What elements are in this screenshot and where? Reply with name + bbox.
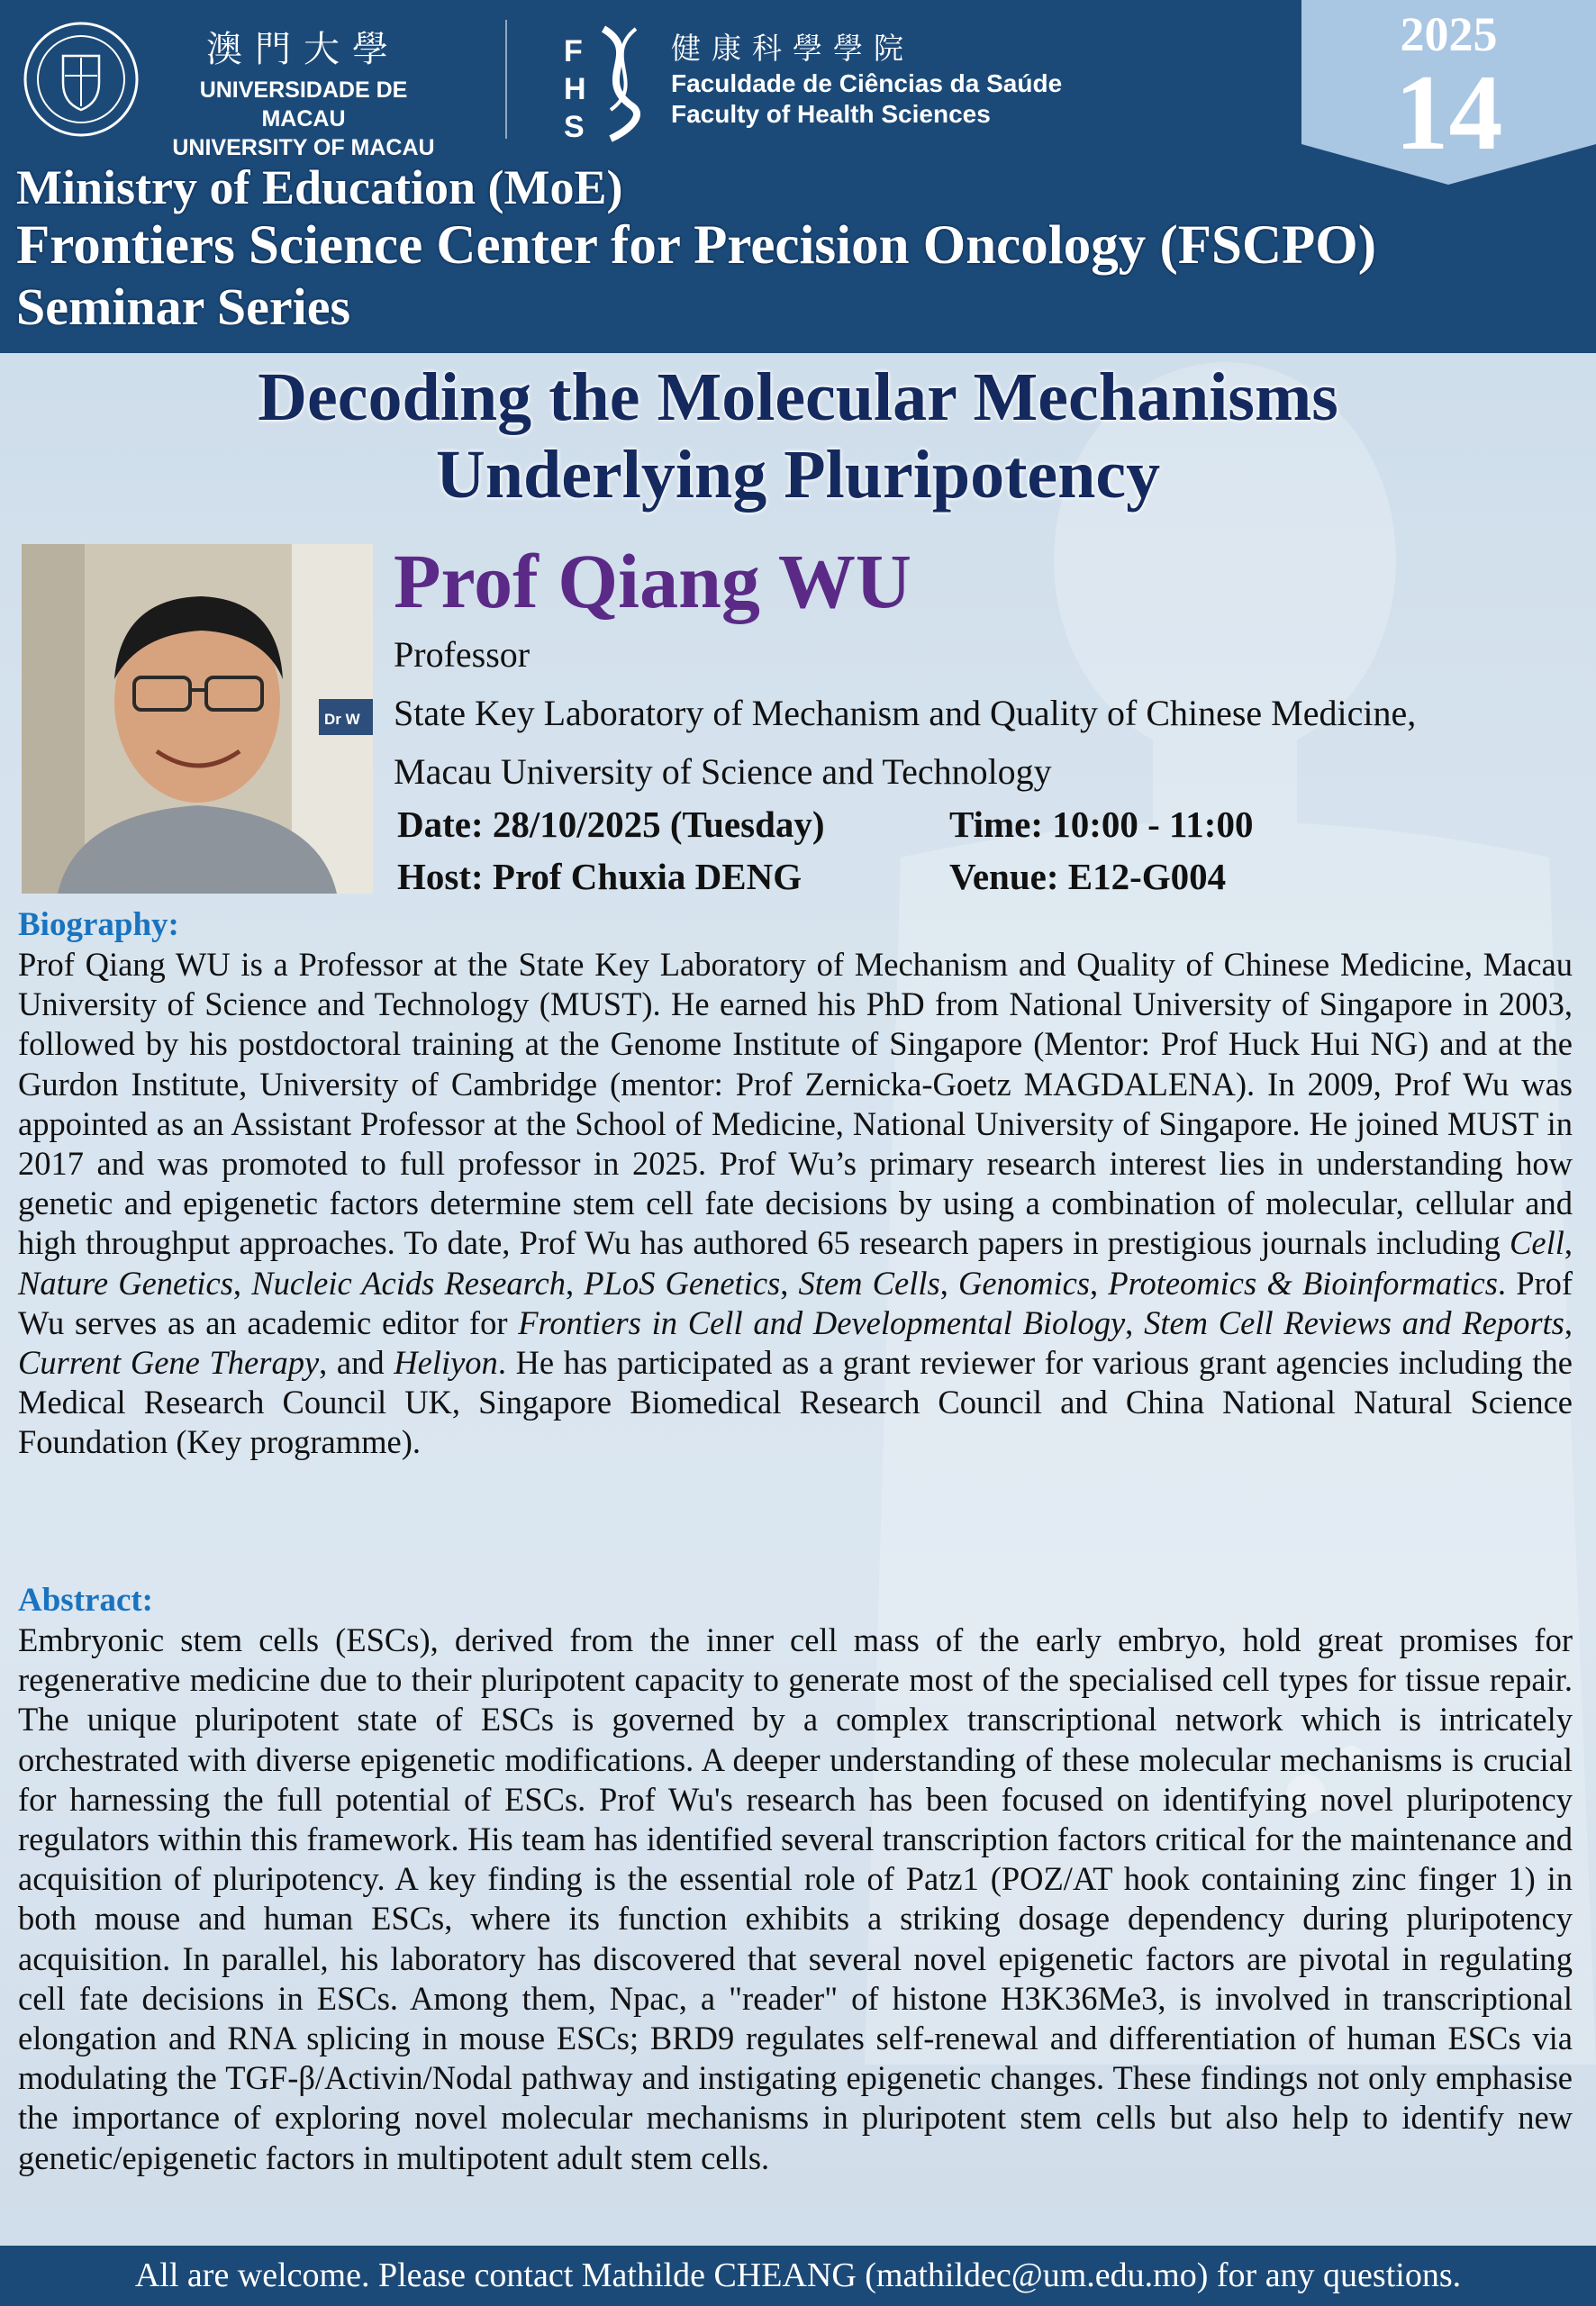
fhs-dna-logo-icon (560, 25, 650, 142)
svg-text:F: F (564, 34, 583, 68)
journal-cell: Cell (1510, 1224, 1564, 1262)
journal-genomics: Genomics (958, 1264, 1090, 1302)
speaker-affiliation-line-1: State Key Laboratory of Mechanism and Quality of Chinese Medicine, (394, 693, 1417, 733)
speaker-position: Professor (394, 634, 530, 675)
footer-contact-text: All are welcome. Please contact Mathilde CHEANG (mathildec@um.edu.mo) for any questions. (134, 2256, 1462, 2294)
journal-stem-cells: Stem Cells (798, 1264, 940, 1302)
abstract-text: Embryonic stem cells (ESCs), derived from the inner cell mass of the early embryo, hold great promises for regenerative medicine due to their pluripotent capacity to generate most of the specialised cell types for tissue repair. The unique pluripotent state of ESCs is governed by a complex transcriptional network which is intricately orchestrated with diverse epigenetic modifications. A deeper understanding of these molecular mechanisms is crucial for harnessing the full potential of ESCs. Prof Wu's research has been focused on identifying novel pluripotency regulators within this framework. His team has identified several transcription factors critical for the maintenance and acquisition of pluripotency. A key finding is the essential role of Patz1 (POZ/AT hook containing zinc finger 1) in both mouse and human ESCs, where its function exhibits a striking dosage dependency during pluripotency acquisition. In parallel, his laboratory has discovered that several novel epigenetic factors are pivotal in regulating cell fate decisions in ESCs. Among them, Npac, a "reader" of histone H3K36Me3, is involved in transcriptional elongation and RNA splicing in mouse ESCs; BRD9 regulates self-renewal and differentiation of human ESCs via modulating the TGF-β/Activin/Nodal pathway and instigating epigenetic changes. These findings not only emphasise the importance of exploring novel molecular mechanisms in pluripotent stem cells but also help to identify new genetic/epigenetic factors in multipotent adult stem cells. (18, 1621, 1573, 2176)
series-line-2: Frontiers Science Center for Precision Oncology (FSCPO) (16, 215, 1377, 276)
svg-text:H: H (564, 72, 586, 106)
faculty-name-en: Faculty of Health Sciences (671, 100, 991, 128)
series-line-1: Ministry of Education (MoE) (16, 160, 623, 214)
university-name (155, 27, 452, 162)
abstract-heading: Abstract: (18, 1582, 154, 1619)
university-name-en: UNIVERSITY OF MACAU (172, 135, 435, 160)
speaker-info (394, 537, 1582, 801)
journal-plos-genetics: PLoS Genetics (584, 1264, 781, 1302)
series-line-3: Seminar Series (16, 277, 351, 336)
university-name-pt: UNIVERSIDADE DE MACAU (199, 77, 408, 132)
faculty-name (671, 29, 1062, 130)
seminar-date: Date: 28/10/2025 (Tuesday) (397, 803, 825, 845)
talk-title-line-2: Underlying Pluripotency (435, 437, 1161, 513)
journal-frontiers-cell-dev-biology: Frontiers in Cell and Developmental Biology (518, 1303, 1126, 1341)
journal-stem-cell-reviews: Stem Cell Reviews and Reports (1144, 1303, 1564, 1341)
talk-title (0, 359, 1596, 513)
journal-nucleic-acids-research: Nucleic Acids Research (251, 1264, 566, 1302)
speaker-photo (22, 544, 373, 894)
seminar-time: Time: 10:00 - 11:00 (949, 803, 1254, 845)
journal-proteomics-bioinformatics: Proteomics & Bioinformatics (1108, 1264, 1498, 1302)
biography-text-part-1: Prof Qiang WU is a Professor at the State Key Laboratory of Mechanism and Quality of Chinese Medicine, Macau University of Science and Technology (MUST). He earned his PhD from National University of Singapore in 2003, followed by his postdoctoral training at the Genome Institute of Singapore (Mentor: Prof Huck Hui NG) and at the Gurdon Institute, University of Cambridge (mentor: Prof Zernicka-Goetz MAGDALENA). In 2009, Prof Wu was appointed as an Assistant Professor at the School of Medicine, National University of Singapore. He joined MUST in 2017 and was promoted to full professor in 2025. Prof Wu’s primary research interest lies in understanding how genetic and epigenetic factors determine stem cell fate decisions by using a combination of molecular, cellular and high throughput approaches. To date, Prof Wu has authored 65 research papers in prestigious journals including (18, 946, 1573, 1262)
header-divider (505, 20, 507, 139)
university-seal-icon (22, 20, 141, 139)
seminar-host: Host: Prof Chuxia DENG (397, 856, 803, 897)
photo-sign-text: Dr W (324, 711, 360, 728)
biography-heading: Biography: (18, 906, 179, 943)
journal-heliyon: Heliyon (394, 1344, 498, 1382)
speaker-affiliation-line-2: Macau University of Science and Technology (394, 751, 1052, 792)
journal-nature-genetics: Nature Genetics (18, 1264, 233, 1302)
biography-text-part-2: . Prof Wu serves as an academic editor for (18, 1264, 1573, 1341)
badge-year: 2025 (1400, 7, 1498, 61)
speaker-name: Prof Qiang WU (394, 538, 911, 624)
badge-number: 14 (1394, 52, 1503, 172)
faculty-name-pt: Faculdade de Ciências da Saúde (671, 69, 1063, 97)
university-name-zh: 澳門大學 (206, 29, 401, 70)
biography-text-and: , and (319, 1344, 394, 1382)
seminar-venue: Venue: E12-G004 (949, 856, 1227, 897)
biography-text-part-3: . He has participated as a grant reviewer for various grant agencies including the Medical Research Council UK, Singapore Biomedical Research Council and China National Natural Science Foundation (Key programme). (18, 1344, 1573, 1461)
seminar-series-title (16, 160, 1376, 337)
talk-title-line-1: Decoding the Molecular Mechanisms (258, 359, 1338, 435)
faculty-name-zh: 健康科學學院 (671, 31, 914, 66)
svg-text:S: S (564, 110, 585, 142)
journal-current-gene-therapy: Current Gene Therapy (18, 1344, 320, 1382)
biography-text: Prof Qiang WU is a Professor at the State Key Laboratory of Mechanism and Quality of Chinese Medicine, Macau University of Science and Technology (MUST). He earned his PhD from National University of Singapore in 2003, followed by his postdoctoral training at the Genome Institute of Singapore (Mentor: Prof Huck Hui NG) and at the Gurdon Institute, University of Cambridge (mentor: Prof Zernicka-Goetz MAGDALENA). In 2009, Prof Wu was appointed as an Assistant Professor at the School of Medicine, National University of Singapore. He joined MUST in 2017 and was promoted to full professor in 2025. Prof Wu’s primary research interest lies in understanding how genetic and epigenetic factors determine stem cell fate decisions by using a combination of molecular, cellular and high throughput approaches. To date, Prof Wu has authored 65 research papers in prestigious journals including Cell, Nature Genetics, Nucleic Acids Research, PLoS Genetics, Stem Cells, Genomics, Proteomics & Bioinformatics. Prof Wu serves as an academic editor for Frontiers in Cell and Developmental Biology, Stem Cell Reviews and Reports, Current Gene Therapy, and Heliyon. He has participated as a grant reviewer for various grant agencies including the Medical Research Council UK, Singapore Biomedical Research Council and China National Natural Science Foundation (Key programme). (18, 946, 1573, 1461)
